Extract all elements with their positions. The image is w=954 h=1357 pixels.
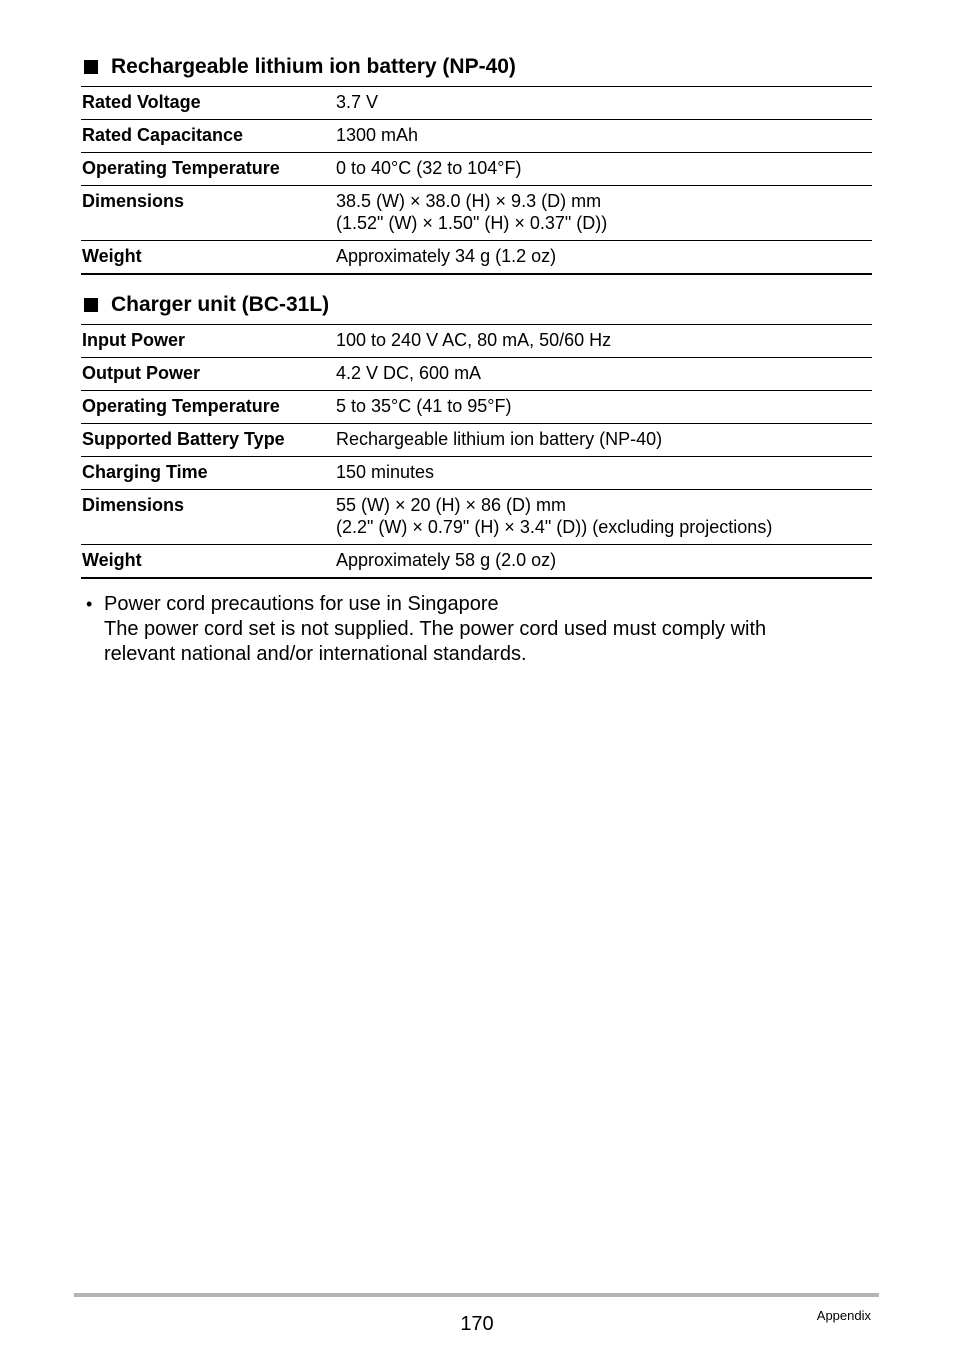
charger-heading	[81, 292, 872, 324]
spec-value-line: 55 (W) × 20 (H) × 86 (D) mm	[336, 495, 567, 515]
charger-heading-text: Charger unit (BC-31L)	[111, 293, 330, 316]
spec-value	[336, 494, 872, 538]
spec-value-line: (1.52" (W) × 1.50" (H) × 0.37" (D))	[336, 213, 608, 233]
battery-heading-text: Rechargeable lithium ion battery (NP-40)	[111, 55, 516, 78]
power-cord-note	[86, 592, 846, 667]
spec-label: Input Power	[82, 330, 185, 350]
table-row	[81, 186, 872, 241]
spec-label: Operating Temperature	[82, 396, 280, 416]
battery-spec-section	[81, 54, 872, 275]
spec-label: Charging Time	[82, 462, 208, 482]
footer-rule	[74, 1293, 879, 1297]
spec-value-line: 3.7 V	[336, 92, 379, 112]
spec-value	[336, 124, 872, 146]
spec-value-line: 38.5 (W) × 38.0 (H) × 9.3 (D) mm	[336, 191, 602, 211]
spec-value-line: 5 to 35°C (41 to 95°F)	[336, 396, 512, 416]
table-row	[81, 391, 872, 424]
table-row	[81, 457, 872, 490]
table-row	[81, 325, 872, 358]
spec-value	[336, 91, 872, 113]
note-line: The power cord set is not supplied. The power cord used must comply with	[104, 618, 767, 640]
spec-label: Dimensions	[82, 191, 185, 211]
table-row	[81, 153, 872, 186]
spec-value-line: 4.2 V DC, 600 mA	[336, 363, 482, 383]
charger-spec-table	[81, 324, 872, 579]
spec-value-line: 0 to 40°C (32 to 104°F)	[336, 158, 522, 178]
table-row	[81, 87, 872, 120]
battery-heading	[81, 54, 872, 86]
spec-value	[336, 549, 872, 571]
spec-label: Output Power	[82, 363, 200, 383]
bullet-icon: •	[86, 594, 93, 614]
black-square-icon	[84, 60, 98, 74]
spec-value-line: (2.2" (W) × 0.79" (H) × 3.4" (D)) (excluding projections)	[336, 517, 773, 537]
spec-value-line: Approximately 34 g (1.2 oz)	[336, 246, 557, 266]
spec-value	[336, 329, 872, 351]
spec-label: Operating Temperature	[82, 158, 280, 178]
spec-value	[336, 395, 872, 417]
spec-label: Weight	[82, 246, 142, 266]
table-row	[81, 545, 872, 579]
spec-value-line: 1300 mAh	[336, 125, 419, 145]
battery-spec-table	[81, 86, 872, 275]
spec-value-line: Approximately 58 g (2.0 oz)	[336, 550, 557, 570]
page-number: 170	[460, 1313, 494, 1335]
spec-value	[336, 461, 872, 483]
charger-spec-section	[81, 292, 872, 579]
table-row	[81, 358, 872, 391]
spec-value	[336, 428, 872, 450]
note-body	[104, 592, 766, 667]
table-row	[81, 490, 872, 545]
spec-label: Supported Battery Type	[82, 429, 285, 449]
note-line: relevant national and/or international standards.	[104, 643, 527, 665]
spec-value-line: Rechargeable lithium ion battery (NP-40)	[336, 429, 663, 449]
footer-section-label: Appendix	[816, 1308, 871, 1323]
spec-label: Dimensions	[82, 495, 185, 515]
spec-value-line: 100 to 240 V AC, 80 mA, 50/60 Hz	[336, 330, 612, 350]
spec-value	[336, 245, 872, 267]
table-row	[81, 241, 872, 275]
spec-value	[336, 362, 872, 384]
spec-label: Rated Voltage	[82, 92, 201, 112]
note-line: Power cord precautions for use in Singapore	[104, 593, 499, 615]
spec-label: Rated Capacitance	[82, 125, 244, 145]
table-row	[81, 120, 872, 153]
spec-label: Weight	[82, 550, 142, 570]
spec-value-line: 150 minutes	[336, 462, 435, 482]
spec-value	[336, 190, 872, 234]
spec-value	[336, 157, 872, 179]
black-square-icon	[84, 298, 98, 312]
table-row	[81, 424, 872, 457]
